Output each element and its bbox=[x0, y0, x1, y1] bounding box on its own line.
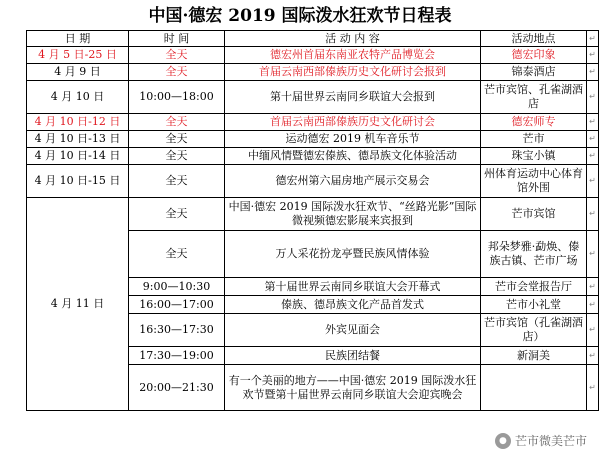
row-event: 有一个美丽的地方——中国·德宏 2019 国际泼水狂欢节暨第十届世界云南同乡联谊大会迎宾晚会 bbox=[225, 365, 481, 411]
row-time: 全天 bbox=[129, 114, 225, 131]
row-place: 新洞美 bbox=[481, 347, 587, 365]
row-time: 17:30—19:00 bbox=[129, 347, 225, 365]
header-date: 日 期 bbox=[27, 31, 129, 47]
row-date: 4 月 5 日-25 日 bbox=[27, 47, 129, 64]
row-date: 4 月 10 日-12 日 bbox=[27, 114, 129, 131]
row-place: 邦朵梦雅·勐焕、傣族古镇、芒市广场 bbox=[481, 231, 587, 278]
header-place: 活动地点 bbox=[481, 31, 587, 47]
row-time: 全天 bbox=[129, 198, 225, 231]
table-row bbox=[27, 131, 599, 148]
row-date-april-11: 4 月 11 日 bbox=[27, 198, 129, 411]
row-place: 芒市小礼堂 bbox=[481, 296, 587, 314]
row-event: 首届云南西部傣族历史文化研讨会报到 bbox=[225, 64, 481, 81]
row-place: 珠宝小镇 bbox=[481, 148, 587, 165]
page-title: 中国·德宏 2019 国际泼水狂欢节日程表 bbox=[148, 6, 452, 26]
paragraph-mark: ↵ bbox=[587, 231, 599, 278]
row-event: 第十届世界云南同乡联谊大会开幕式 bbox=[225, 278, 481, 296]
paragraph-mark: ↵ bbox=[587, 347, 599, 365]
row-event: 傣族、德昂族文化产品首发式 bbox=[225, 296, 481, 314]
paragraph-mark: ↵ bbox=[587, 278, 599, 296]
paragraph-mark: ↵ bbox=[587, 31, 599, 47]
row-time: 全天 bbox=[129, 47, 225, 64]
table-row bbox=[27, 148, 599, 165]
table-row bbox=[27, 47, 599, 64]
row-place: 锦泰酒店 bbox=[481, 64, 587, 81]
paragraph-mark: ↵ bbox=[587, 81, 599, 114]
row-date: 4 月 9 日 bbox=[27, 64, 129, 81]
row-event: 德宏州第六届房地产展示交易会 bbox=[225, 165, 481, 198]
row-event: 中国·德宏 2019 国际泼水狂欢节、“丝路光影”国际微视频德宏影展来宾报到 bbox=[225, 198, 481, 231]
table-row bbox=[27, 64, 599, 81]
wechat-icon: ● bbox=[495, 433, 511, 449]
paragraph-mark: ↵ bbox=[587, 198, 599, 231]
paragraph-mark: ↵ bbox=[587, 365, 599, 411]
row-event: 民族团结餐 bbox=[225, 347, 481, 365]
table-row bbox=[27, 198, 599, 231]
table-header-row bbox=[27, 31, 599, 47]
row-event: 中缅风情暨德宏傣族、德昂族文化体验活动 bbox=[225, 148, 481, 165]
row-date: 4 月 10 日-13 日 bbox=[27, 131, 129, 148]
paragraph-mark: ↵ bbox=[587, 114, 599, 131]
row-place: 芒市宾馆 bbox=[481, 198, 587, 231]
row-place: 德宏师专 bbox=[481, 114, 587, 131]
row-time: 全天 bbox=[129, 165, 225, 198]
row-event: 外宾见面会 bbox=[225, 314, 481, 347]
row-event: 万人采花扮龙亭暨民族风情体验 bbox=[225, 231, 481, 278]
header-event: 活 动 内 容 bbox=[225, 31, 481, 47]
header-time: 时 间 bbox=[129, 31, 225, 47]
paragraph-mark: ↵ bbox=[587, 47, 599, 64]
row-time: 全天 bbox=[129, 231, 225, 278]
table-row bbox=[27, 114, 599, 131]
row-place: 芒市会堂报告厅 bbox=[481, 278, 587, 296]
row-time: 20:00—21:30 bbox=[129, 365, 225, 411]
paragraph-mark: ↵ bbox=[587, 165, 599, 198]
row-time: 16:00—17:00 bbox=[129, 296, 225, 314]
row-date: 4 月 10 日 bbox=[27, 81, 129, 114]
row-time: 16:30—17:30 bbox=[129, 314, 225, 347]
row-time: 10:00—18:00 bbox=[129, 81, 225, 114]
row-date: 4 月 10 日-15 日 bbox=[27, 165, 129, 198]
paragraph-mark: ↵ bbox=[587, 296, 599, 314]
watermark bbox=[492, 431, 590, 450]
row-time: 全天 bbox=[129, 64, 225, 81]
paragraph-mark: ↵ bbox=[587, 131, 599, 148]
row-event: 德宏州首届东南亚农特产品博览会 bbox=[225, 47, 481, 64]
row-place: 州体育运动中心体育馆外围 bbox=[481, 165, 587, 198]
paragraph-mark: ↵ bbox=[587, 148, 599, 165]
row-event: 首届云南西部傣族历史文化研讨会 bbox=[225, 114, 481, 131]
table-row bbox=[27, 81, 599, 114]
row-time: 全天 bbox=[129, 131, 225, 148]
row-event: 运动德宏 2019 机车音乐节 bbox=[225, 131, 481, 148]
paragraph-mark: ↵ bbox=[587, 314, 599, 347]
row-event: 第十届世界云南同乡联谊大会报到 bbox=[225, 81, 481, 114]
row-place bbox=[481, 365, 587, 411]
table-row bbox=[27, 165, 599, 198]
row-place: 芒市宾馆（孔雀湖酒店） bbox=[481, 314, 587, 347]
watermark-text: 芒市微美芒市 bbox=[514, 434, 587, 448]
paragraph-mark: ↵ bbox=[587, 64, 599, 81]
row-place: 德宏印象 bbox=[481, 47, 587, 64]
row-time: 9:00—10:30 bbox=[129, 278, 225, 296]
schedule-table bbox=[26, 30, 599, 411]
row-time: 全天 bbox=[129, 148, 225, 165]
row-date: 4 月 10 日-14 日 bbox=[27, 148, 129, 165]
row-place: 芒市 bbox=[481, 131, 587, 148]
row-place: 芒市宾馆、孔雀湖酒店 bbox=[481, 81, 587, 114]
